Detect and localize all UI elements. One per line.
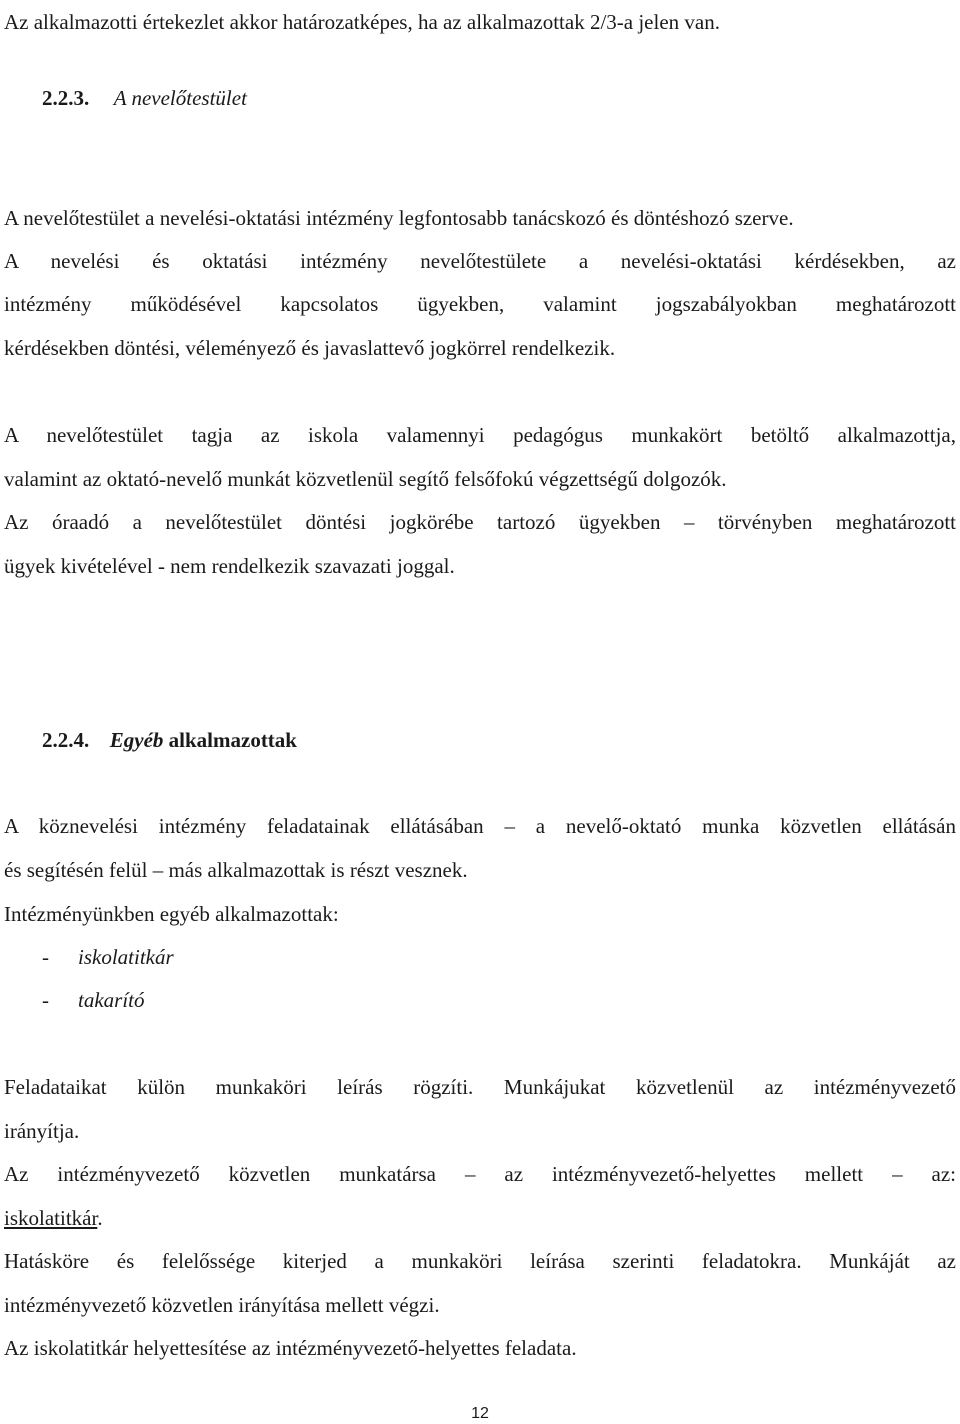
- underlined-term: iskolatitkár: [4, 1206, 98, 1230]
- punctuation: .: [97, 1206, 103, 1230]
- list-item-text: takarító: [78, 988, 145, 1012]
- section-heading-2-2-3: [42, 86, 247, 110]
- section-title-rest: alkalmazottak: [168, 728, 297, 752]
- paragraph-line: Feladataikat külön munkaköri leírás rögzíti. Munkájukat közvetlenül az intézményvezető: [4, 1075, 956, 1099]
- list-item-text: iskolatitkár: [78, 945, 174, 969]
- list-item: [42, 988, 145, 1012]
- paragraph-line: intézményvezető közvetlen irányítása mellett végzi.: [4, 1293, 440, 1317]
- list-intro: Intézményünkben egyéb alkalmazottak:: [4, 902, 339, 926]
- section-number: 2.2.3.: [42, 86, 90, 110]
- paragraph-line: Az intézményvezető közvetlen munkatársa – az intézményvezető-helyettes mellett – az:: [4, 1162, 956, 1186]
- paragraph-line: ügyek kivételével - nem rendelkezik szavazati joggal.: [4, 554, 455, 578]
- section-title-italic: Egyéb: [109, 728, 164, 752]
- paragraph-line: [4, 1206, 103, 1230]
- page-number: 12: [471, 1405, 489, 1422]
- paragraph-line: A nevelőtestület tagja az iskola valamennyi pedagógus munkakört betöltő alkalmazottja,: [4, 423, 956, 447]
- paragraph-line: intézmény működésével kapcsolatos ügyekben, valamint jogszabályokban meghatározott: [4, 292, 956, 316]
- list-dash: -: [42, 945, 49, 969]
- section-number: 2.2.4.: [42, 728, 90, 752]
- paragraph-line: valamint az oktató-nevelő munkát közvetlenül segítő felsőfokú végzettségű dolgozók.: [4, 467, 727, 491]
- paragraph-line: irányítja.: [4, 1119, 80, 1143]
- section-heading-2-2-4: [42, 728, 297, 752]
- list-dash: -: [42, 988, 49, 1012]
- paragraph-line: kérdésekben döntési, véleményező és javaslattevő jogkörrel rendelkezik.: [4, 336, 616, 360]
- paragraph-line: Az iskolatitkár helyettesítése az intézményvezető-helyettes feladata.: [4, 1336, 577, 1360]
- paragraph-line: Az óraadó a nevelőtestület döntési jogkörébe tartozó ügyekben – törvényben meghatározott: [4, 510, 956, 534]
- paragraph-line: A köznevelési intézmény feladatainak ellátásában – a nevelő-oktató munka közvetlen ellátásán: [4, 814, 956, 838]
- intro-line: Az alkalmazotti értekezlet akkor határozatképes, ha az alkalmazottak 2/3-a jelen van.: [4, 10, 720, 34]
- paragraph-line: A nevelési és oktatási intézmény nevelőtestülete a nevelési-oktatási kérdésekben, az: [4, 249, 956, 273]
- section-title: A nevelőtestület: [113, 86, 247, 110]
- paragraph-line: Hatásköre és felelőssége kiterjed a munkaköri leírása szerinti feladatokra. Munkáját az: [4, 1249, 956, 1273]
- document-page: [4, 0, 956, 1424]
- list-item: [42, 945, 174, 969]
- paragraph-line: és segítésén felül – más alkalmazottak is részt vesznek.: [4, 858, 468, 882]
- paragraph-line: A nevelőtestület a nevelési-oktatási intézmény legfontosabb tanácskozó és döntéshozó szerve.: [4, 206, 794, 230]
